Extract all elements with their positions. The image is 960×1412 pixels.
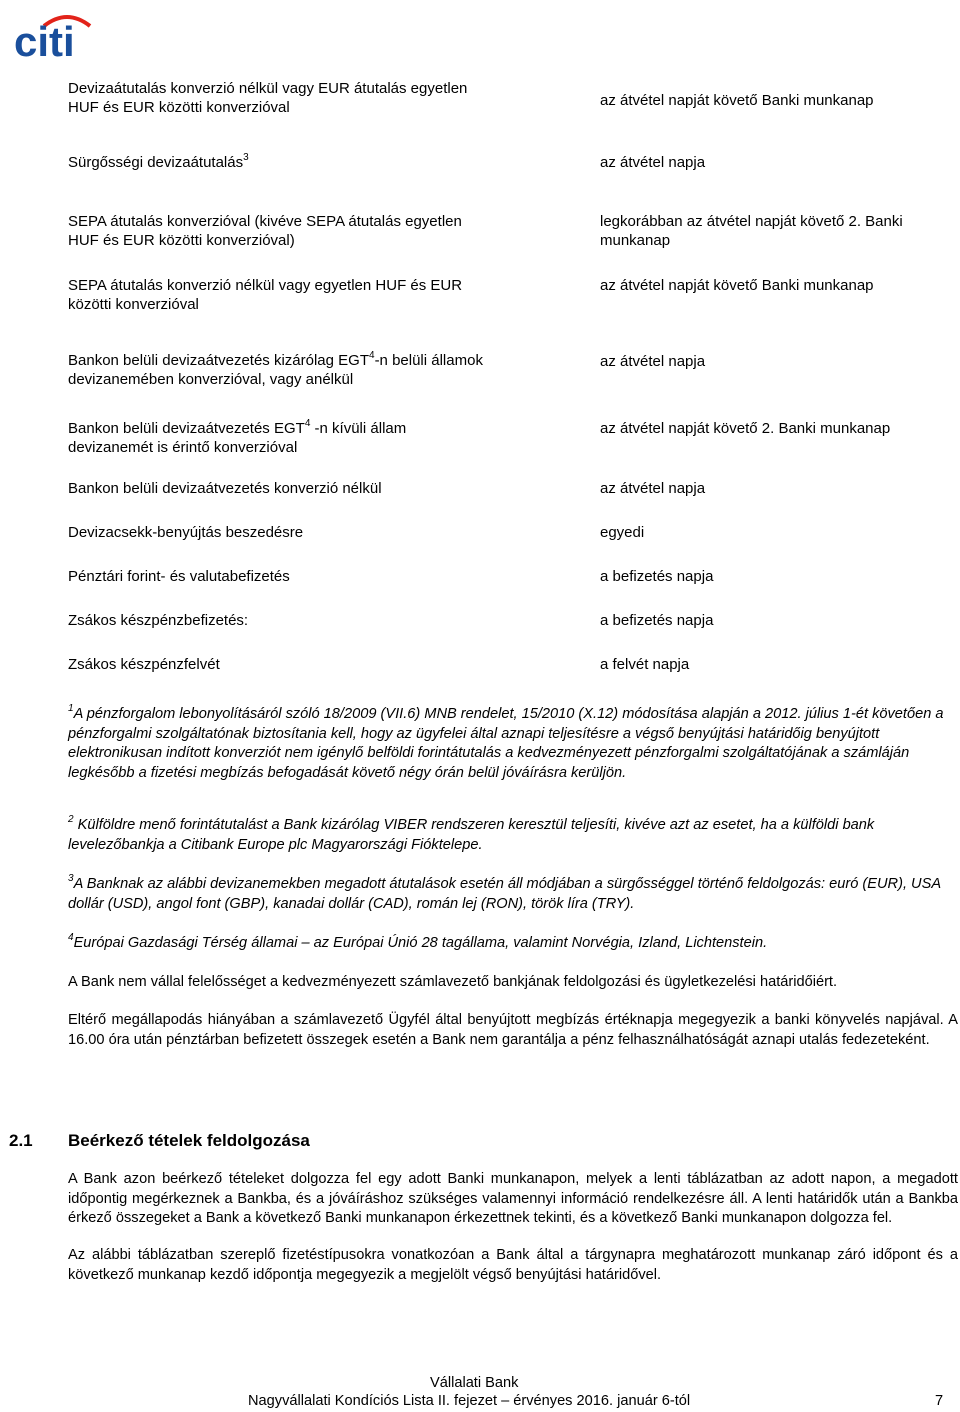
row-label: Pénztári forint- és valutabefizetés [68, 568, 290, 585]
footer-title: Nagyvállalati Kondíciós Lista II. fejezet – érvényes 2016. január 6-tól [248, 1393, 691, 1409]
page-number: 7 [935, 1393, 944, 1409]
row-label: SEPA átutalás konverzióval (kivéve SEPA átutalás egyetlen HUF és EUR közötti konverzióval) [68, 213, 462, 249]
row-value: a felvét napja [600, 656, 690, 673]
row-value: az átvétel napja [600, 480, 706, 497]
row-value: az átvétel napját követő Banki munkanap [600, 92, 874, 109]
row-value: egyedi [600, 524, 645, 541]
row-label: SEPA átutalás konverzió nélkül vagy egyetlen HUF és EUR közötti konverzióval [68, 277, 463, 313]
row-value: a befizetés napja [600, 612, 714, 629]
row-value: az átvétel napját követő Banki munkanap [600, 277, 874, 294]
row-value: a befizetés napja [600, 568, 714, 585]
row-value: legkorábban az átvétel napját követő 2. Banki munkanap [600, 213, 903, 249]
liability-paragraph: A Bank nem vállal felelősséget a kedvezményezett számlavezető bankjának feldolgozási és ügyletkezelési határidőiért. [68, 974, 838, 990]
section-title: Beérkező tételek feldolgozása [68, 1131, 310, 1150]
row-value: az átvétel napja [600, 154, 706, 171]
row-label: Zsákos készpénzfelvét [68, 656, 220, 673]
footnote: $^2$ Külföldre menő forintátutalást a Bank kizárólag VIBER rendszeren keresztül teljesíti, kivéve azt az esetet, ha a külföldi bank levelezőbankja a Citibank Europe plc Magyarországi Fióktelepe. [68, 814, 875, 853]
citi-logo [14, 8, 94, 58]
section-paragraph: A Bank azon beérkező tételeket dolgozza fel egy adott Banki munkanapon, melyek a lenti táblázatban az adott napon, a megadott időpontig megérkeznek a Bankba, és a jóváíráshoz szükséges valamennyi információ rendelkezésre áll. A lenti határidők után a Bankba érkező összegeket a Bank a következő Banki munkanapon érkezettnek tekinti, és a következő Banki munkanapon dolgozza fel. [68, 1171, 958, 1226]
row-label: Bankon belüli devizaátvezetés konverzió nélkül [68, 480, 382, 497]
row-label: Bankon belüli devizaátvezetés kizárólag EGT$^4$-n belüli államok devizanemében konverzióval, vagy anélkül [68, 350, 483, 388]
footnote: $^4$Európai Gazdasági Térség államai – az Európai Únió 28 tagállama, valamint Norvégia, Izland, Lichtenstein. [68, 932, 768, 951]
row-value: az átvétel napját követő 2. Banki munkanap [600, 420, 891, 437]
svg-text:citi: citi [14, 18, 75, 58]
row-label: Zsákos készpénzbefizetés: [68, 612, 249, 629]
value-date-paragraph: Eltérő megállapodás hiányában a számlavezető Ügyfél által benyújtott megbízás értéknapja megegyezik a banki könyvelés napjával. A 16.00 óra után pénztárban befizetett összegek esetén a Bank nem garantálja a pénz felhasználhatóságát aznapi utalás fedezeteként. [68, 1012, 958, 1048]
row-label: Devizacsekk-benyújtás beszedésre [68, 524, 304, 541]
footnote: $^1$A pénzforgalom lebonyolításáról szóló 18/2009 (VII.6) MNB rendelet, 15/2010 (X.12) módosítása alapján a 2012. július 1-ét követően a pénzforgalmi szolgáltatónak biztosítania kell, hogy az ügyfelei által aznapi teljesítésre a végső benyújtási határidőig benyújtott elektronikusan indított konverziót nem igénylő belföldi forintátutalás a kedvezményezett pénzforgalmi szolgáltatójának a számláján legkésőbb a fizetési megbízás befogadását követő négy órán belül jóváírásra kerüljön. [68, 703, 944, 781]
row-label: Devizaátutalás konverzió nélkül vagy EUR átutalás egyetlen HUF és EUR közötti konverzióval [68, 80, 468, 116]
section-paragraph: Az alábbi táblázatban szereplő fizetéstípusokra vonatkozóan a Bank által a tárgynapra meghatározott munkanap záró időpont és a következő munkanap kezdő időpontja megegyezik a megjelölt végső benyújtási határidővel. [68, 1247, 958, 1283]
row-label: Sürgősségi devizaátutalás$^3$ [68, 152, 249, 171]
row-label: Bankon belüli devizaátvezetés EGT$^4$ -n kívüli állam devizanemét is érintő konverzióval [68, 418, 407, 456]
footnote: $^3$A Banknak az alábbi devizanemekben megadott átutalások esetén áll módjában a sürgősséggel történő feldolgozás: euró (EUR), USA dollár (USD), angol font (GBP), kanadai dollár (CAD), román lej (RON), török líra (TRY). [68, 873, 941, 912]
row-value: az átvétel napja [600, 353, 706, 370]
section-number: 2.1 [9, 1131, 33, 1150]
footer-bank-name: Vállalati Bank [430, 1375, 519, 1391]
